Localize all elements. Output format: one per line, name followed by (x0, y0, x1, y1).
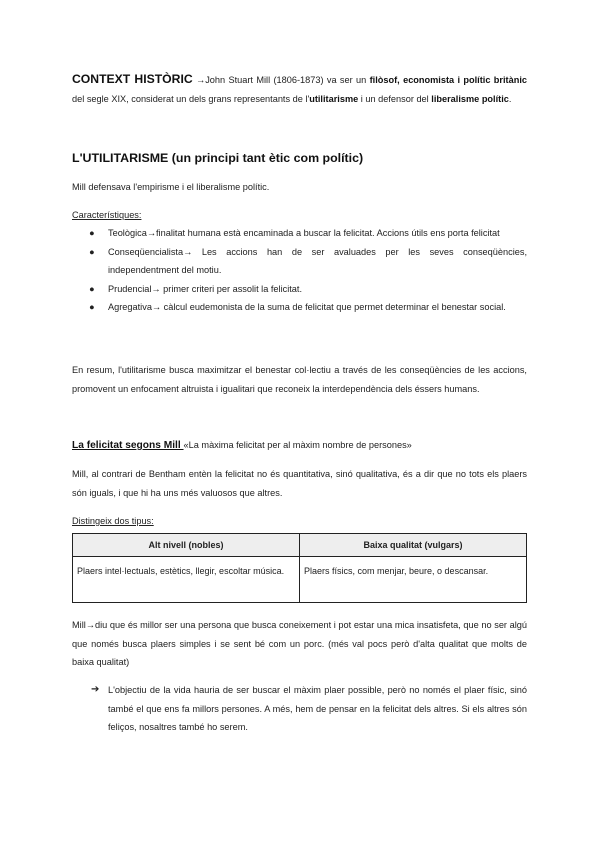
table-header-low: Baixa qualitat (vulgars) (300, 534, 527, 557)
arrow-item-text: L'objectiu de la vida hauria de ser buscar el màxim plaer possible, però no només el plaer físic, sinó també el que ens fa millors persones. A més, hem de pensar en la felicitat dels altres. Si els altres són feliços, nosaltres també ho serem. (108, 685, 527, 733)
list-item (72, 298, 527, 317)
utilitarisme-intro: Mill defensava l'empirisme i el liberalisme polític. (72, 182, 270, 192)
felicitat-quote: «La màxima felicitat per al màxim nombre de persones» (183, 440, 412, 450)
feature-text: Teològica→finalitat humana està encaminada a buscar la felicitat. Accions útils ens porta felicitat (108, 228, 500, 238)
bullet-icon: ● (89, 302, 95, 313)
table-cell-high: Plaers intel·lectuals, estètics, llegir, escoltar música. (73, 557, 300, 603)
list-item (72, 280, 527, 299)
feature-text: Prudencial→ primer criteri per assolit la felicitat. (108, 283, 303, 294)
context-bold-1: filòsof, economista i polític britànic (369, 75, 527, 85)
context-heading: CONTEXT HISTÒRIC (72, 72, 193, 86)
types-label: Distingeix dos tipus: (72, 516, 154, 526)
bullet-icon: ● (89, 228, 95, 238)
felicitat-heading-line (72, 436, 527, 456)
context-text-4: . (508, 93, 512, 104)
table-header-high: Alt nivell (nobles) (73, 534, 300, 557)
bullet-icon: ● (89, 283, 95, 294)
context-paragraph (72, 70, 527, 108)
arrow-list-item (72, 681, 527, 737)
utilitarisme-title: L'UTILITARISME (un principi tant ètic com polític) (72, 151, 364, 165)
pleasure-types-table (72, 533, 527, 603)
context-text-2: del segle XIX, considerat un dels grans representants de l' (72, 93, 310, 104)
context-arrow: → (196, 75, 206, 85)
list-item (72, 243, 527, 280)
felicitat-title: La felicitat segons Mill (72, 440, 184, 451)
list-item (72, 224, 527, 243)
table-cell-low: Plaers físics, com menjar, beure, o descansar. (300, 557, 527, 603)
felicitat-paragraph: Mill, al contrari de Bentham entèn la felicitat no és quantitativa, sinó qualitativa, és a dir que no tots els plaers són iguals, i que hi ha uns més valuosos que altres. (72, 469, 527, 498)
features-list (72, 224, 527, 317)
utilitarisme-summary: En resum, l'utilitarisme busca maximitzar el benestar col·lectiu a través de les conseqüències de les accions, promovent un enfocament altruista i igualitari que reconeix la interdependència dels éssers humans. (72, 365, 527, 394)
table-row (73, 557, 527, 603)
bullet-icon: ● (89, 246, 95, 257)
mill-paragraph: Mill→diu que és millor ser una persona que busca coneixement i pot estar una mica insatisfeta, que no ser algú que només busca plaers simples i se sent bé com un porc. (més val pocs però d'alta qualitat que molts de baixa qualitat) (72, 620, 527, 668)
context-bold-3: liberalisme polític (431, 93, 509, 104)
context-text-3: i un defensor del (358, 93, 432, 104)
features-label: Característiques: (72, 210, 142, 220)
context-text-1: John Stuart Mill (1806-1873) va ser un (205, 75, 370, 85)
table-header-row (73, 534, 527, 557)
arrow-right-icon: ➔ (91, 684, 100, 695)
feature-text: Agregativa→ càlcul eudemonista de la suma de felicitat que permet determinar el benestar social. (108, 302, 506, 313)
context-bold-2: utilitarisme (309, 93, 359, 104)
feature-text: Conseqüencialista→ Les accions han de ser avaluades per les seves conseqüències, independentment del motiu. (108, 246, 527, 276)
